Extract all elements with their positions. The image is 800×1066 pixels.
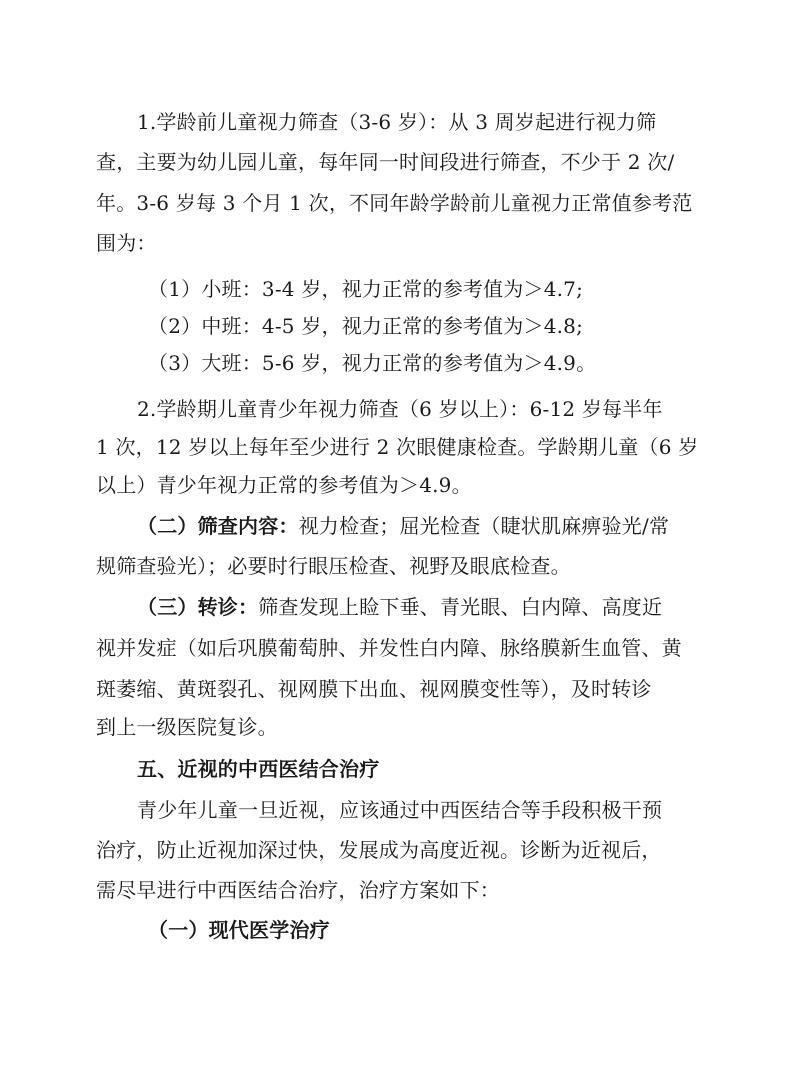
paragraph-line: 需尽早进行中西医结合治疗，治疗方案如下：: [96, 878, 500, 902]
paragraph-line: 年。3-6 岁每 3 个月 1 次，不同年龄学龄前儿童视力正常值参考范: [96, 191, 693, 215]
paragraph-line: 斑萎缩、黄斑裂孔、视网膜下出血、视网膜变性等），及时转诊: [96, 677, 652, 701]
paragraph-line: 青少年儿童一旦近视，应该通过中西医结合等手段积极干预: [137, 798, 663, 822]
list-item: （1）小班：3-4 岁，视力正常的参考值为＞4.7;: [148, 277, 584, 301]
paragraph-line: 1.学龄前儿童视力筛查（3-6 岁）：从 3 周岁起进行视力筛: [137, 110, 657, 134]
list-item: （3）大班：5-6 岁，视力正常的参考值为＞4.9。: [148, 351, 597, 375]
paragraph-text: 视力检查；屈光检查（睫状肌麻痹验光/常: [298, 514, 670, 538]
list-item: （2）中班：4-5 岁，视力正常的参考值为＞4.8;: [148, 314, 584, 338]
paragraph-line: 视并发症（如后巩膜葡萄肿、并发性白内障、脉络膜新生血管、黄: [96, 636, 682, 660]
section-label: （三）转诊：: [137, 595, 259, 619]
paragraph-line: [137, 514, 669, 538]
section-label: （二）筛查内容：: [137, 514, 299, 538]
paragraph-line: 治疗，防止近视加深过快，发展成为高度近视。诊断为近视后，: [96, 838, 662, 862]
paragraph-line: 规筛查验光）；必要时行眼压检查、视野及眼底检查。: [96, 554, 571, 578]
paragraph-line: 到上一级医院复诊。: [96, 715, 278, 739]
paragraph-line: 围为：: [96, 231, 157, 255]
sub-heading: （一）现代医学治疗: [148, 918, 330, 942]
section-heading: 五、近视的中西医结合治疗: [137, 757, 380, 781]
paragraph-line: 1 次，12 岁以上每年至少进行 2 次眼健康检查。学龄期儿童（6 岁: [96, 435, 699, 459]
paragraph-text: 筛查发现上睑下垂、青光眼、白内障、高度近: [258, 595, 663, 619]
paragraph-line: [137, 595, 662, 619]
paragraph-line: 查，主要为幼儿园儿童，每年同一时间段进行筛查，不少于 2 次/: [96, 150, 675, 174]
paragraph-line: 2.学龄期儿童青少年视力筛查（6 岁以上）：6-12 岁每半年: [137, 397, 663, 421]
paragraph-line: 以上）青少年视力正常的参考值为＞4.9。: [96, 473, 472, 497]
